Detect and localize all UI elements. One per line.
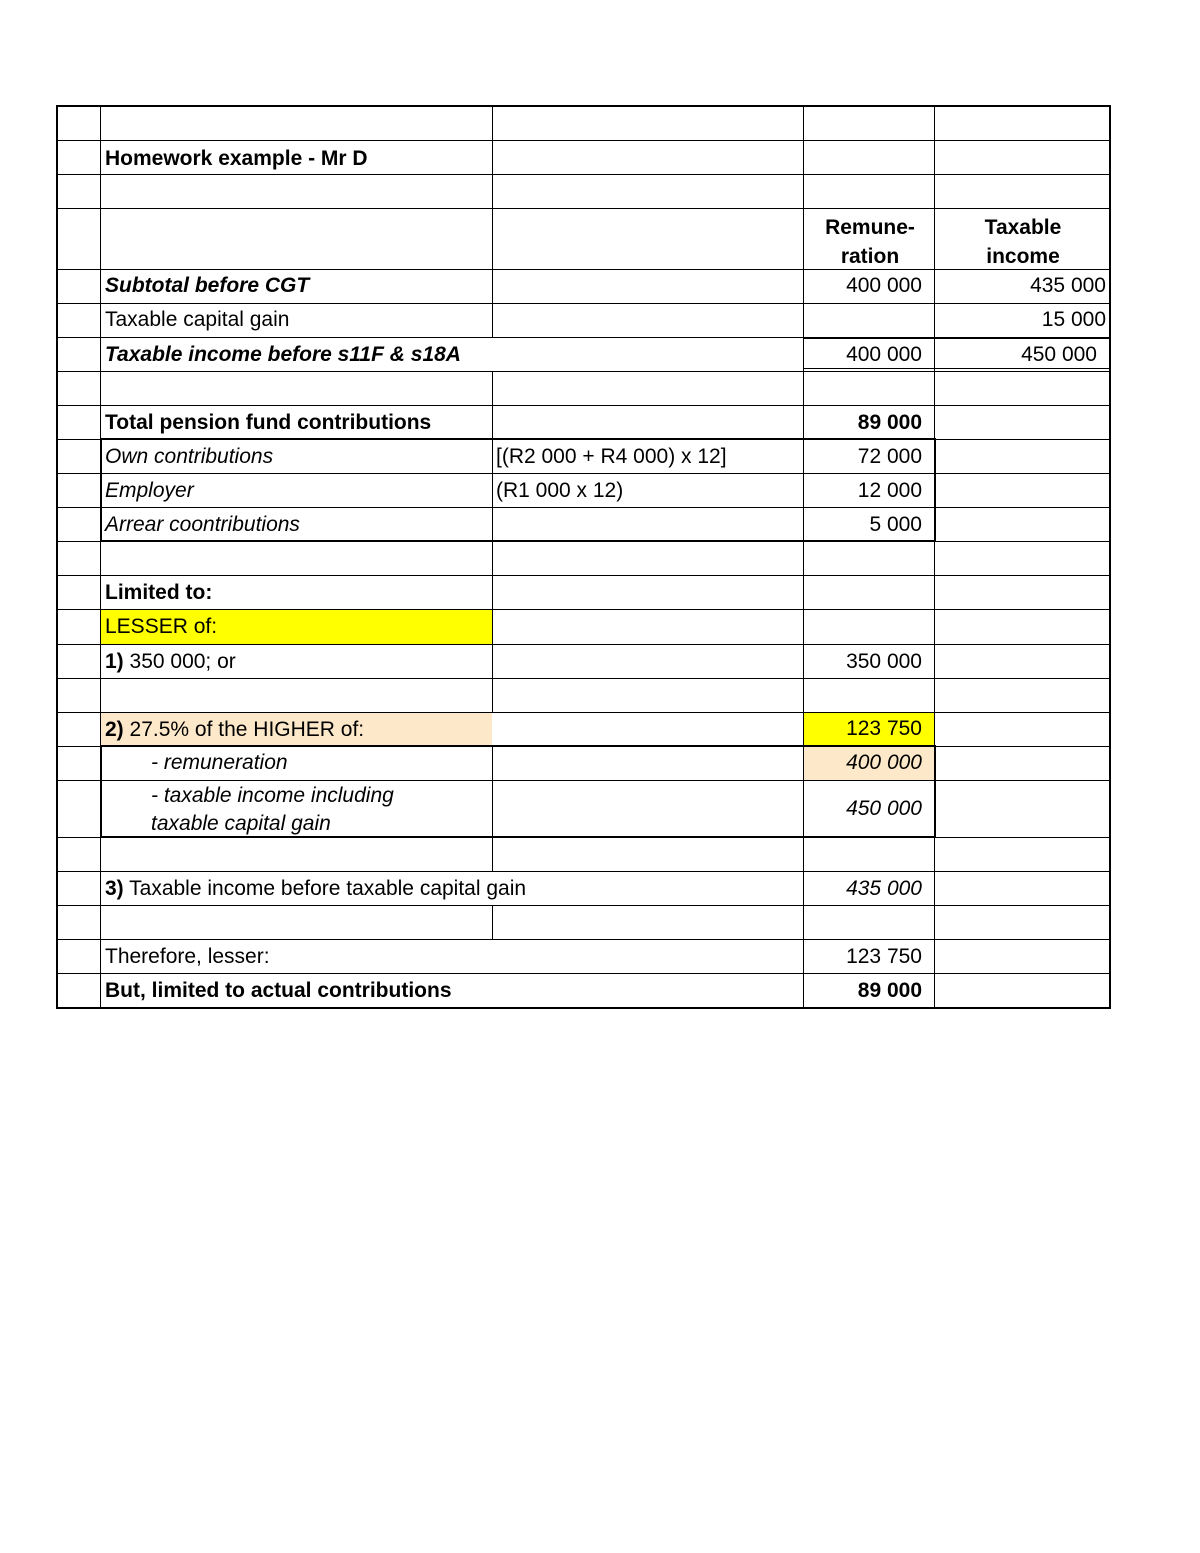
own-contributions-formula: [(R2 000 + R4 000) x 12] (496, 445, 727, 468)
arrear-label: Arrear coontributions (105, 513, 300, 536)
option3-value: 435 000 (846, 877, 922, 900)
header-taxable-income: Taxable income (984, 216, 1062, 268)
taxable-incl-line1: - taxable income including (151, 784, 394, 807)
total-pension-label: Total pension fund contributions (105, 411, 432, 434)
lesser-of-label: LESSER of: (105, 615, 218, 638)
hline (56, 905, 1111, 906)
hline (56, 678, 1111, 679)
vline (1109, 105, 1111, 1009)
hline (56, 1007, 1111, 1009)
vline (934, 439, 936, 541)
limited-to-label: Limited to: (105, 581, 213, 604)
employer-label: Employer (105, 479, 194, 502)
subtotal-remuneration: 400 000 (846, 274, 922, 297)
own-contributions-value: 72 000 (857, 445, 922, 468)
subtotal-label: Subtotal before CGT (105, 274, 310, 297)
hline (804, 368, 1110, 369)
therefore-value: 123 750 (846, 945, 922, 968)
hline (56, 507, 1111, 508)
vline (803, 105, 804, 1009)
own-contributions-label: Own contributions (105, 445, 274, 468)
hline (56, 405, 1111, 406)
vline (492, 746, 493, 871)
therefore-label: Therefore, lesser: (105, 945, 270, 968)
option1-value: 350 000 (846, 650, 922, 673)
option3-text: Taxable income before taxable capital gain (123, 877, 527, 900)
hline (56, 609, 1111, 610)
hline (56, 575, 1111, 576)
hline (56, 973, 1111, 974)
hline (56, 303, 1111, 304)
subtotal-taxable: 435 000 (1030, 274, 1106, 297)
vline (56, 105, 58, 1009)
remuneration-row-value: 400 000 (846, 751, 922, 774)
vline (100, 746, 102, 837)
vline (492, 905, 493, 939)
taxable-before-remuneration: 400 000 (846, 343, 922, 366)
option1-text: 350 000; or (123, 650, 236, 673)
final-label: But, limited to actual contributions (105, 979, 452, 1002)
vline (100, 105, 101, 1009)
hline (56, 712, 1111, 713)
option2-label (105, 718, 364, 742)
vline (492, 371, 493, 712)
spreadsheet-grid (56, 105, 1111, 1009)
hline (56, 780, 1111, 781)
hline (56, 939, 1111, 940)
option2-value: 123 750 (846, 717, 922, 740)
employer-formula: (R1 000 x 12) (496, 479, 624, 502)
hline (56, 371, 1111, 372)
option2-text: 27.5% of the HIGHER of: (123, 718, 365, 741)
vline (100, 439, 102, 541)
option3-number: 3) (105, 877, 124, 900)
hline (804, 337, 1110, 339)
hline (56, 105, 1111, 107)
arrear-value: 5 000 (869, 513, 922, 536)
total-pension-value: 89 000 (857, 411, 922, 434)
option3-label (105, 877, 526, 901)
taxable-incl-line2: taxable capital gain (151, 812, 331, 835)
hline (56, 473, 1111, 474)
option2-number: 2) (105, 718, 124, 741)
hline (101, 540, 936, 542)
vline (934, 105, 935, 1009)
option1-number: 1) (105, 650, 124, 673)
taxable-incl-value: 450 000 (846, 797, 922, 820)
hline (56, 140, 1111, 141)
header-remuneration: Remune- ration (825, 216, 915, 268)
vline (492, 105, 493, 337)
cgt-taxable: 15 000 (1041, 308, 1106, 331)
hline (56, 208, 1111, 209)
hline (56, 871, 1111, 872)
vline (934, 746, 936, 837)
taxable-before-taxable: 450 000 (1021, 343, 1097, 366)
hline (56, 644, 1111, 645)
final-value: 89 000 (857, 979, 922, 1002)
hline (56, 174, 1111, 175)
sheet-title: Homework example - Mr D (105, 147, 368, 170)
hline (101, 745, 936, 747)
cgt-label: Taxable capital gain (105, 308, 290, 331)
employer-value: 12 000 (857, 479, 922, 502)
option1-label (105, 650, 236, 674)
taxable-before-label: Taxable income before s11F & s18A (105, 343, 461, 366)
hline (101, 438, 936, 440)
remuneration-row-label: - remuneration (151, 751, 288, 774)
